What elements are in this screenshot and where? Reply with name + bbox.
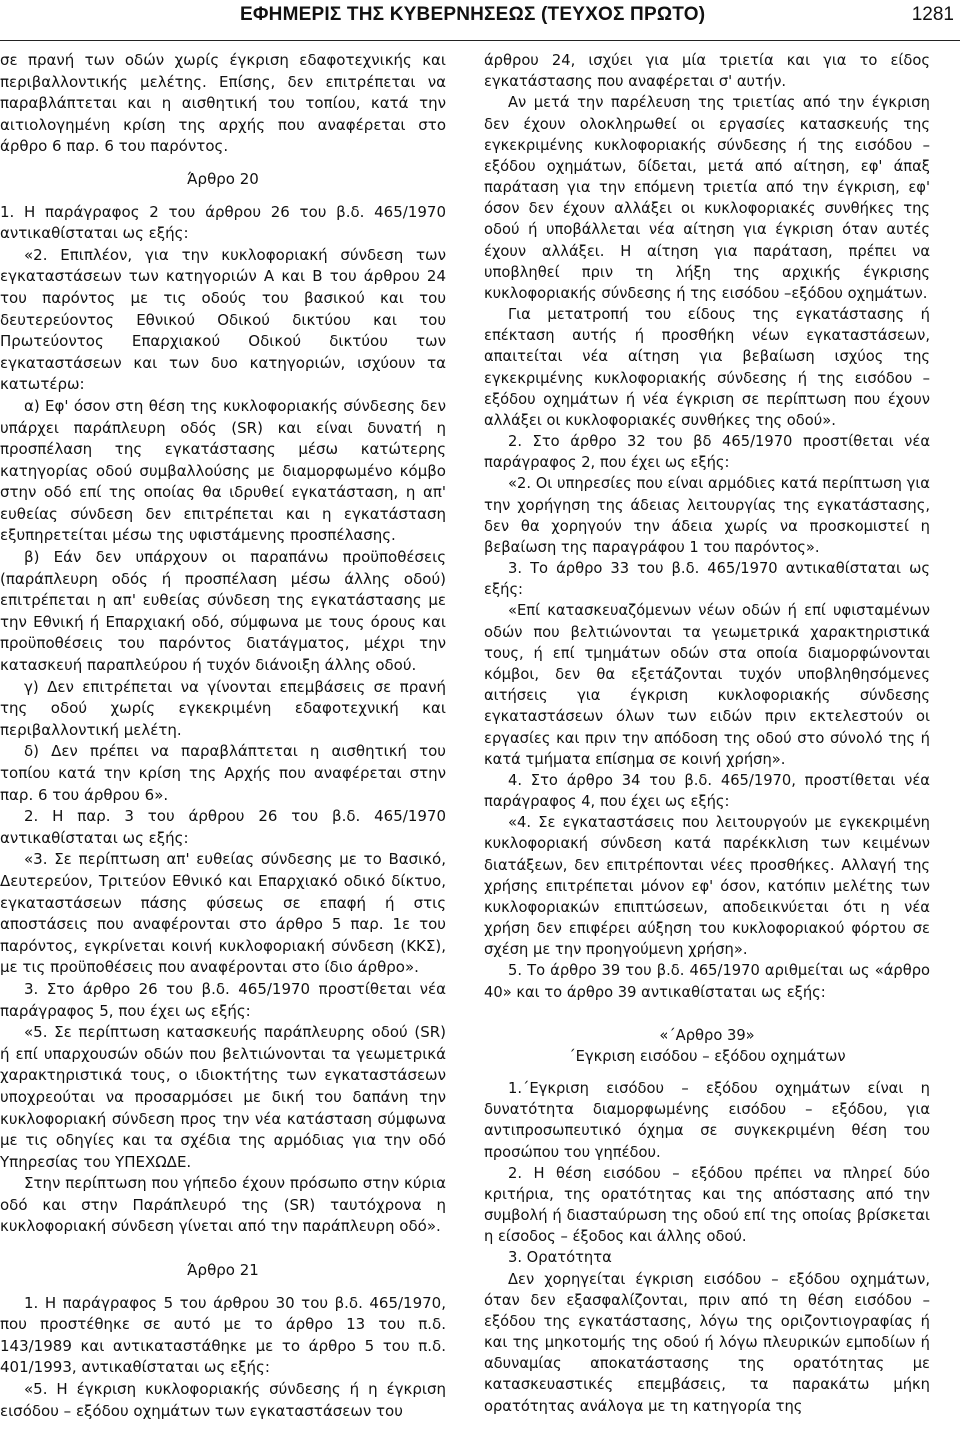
paragraph: β) Εάν δεν υπάρχουν οι παραπάνω προϋποθέσεις (παράπλευρη οδός ή προσπέλαση μέσω άλλης οδού) επιτρέπεται η απ' ευθείας σύνδεση της εγκατάστασης με την Εθνική ή Επαρχιακή οδό, σύμφωνα με τους όρους και προϋποθέσεις του παρόντος διατάγματος, μέχρι την κατασκευή παραπλεύρου ή τυχόν διάνοιξη άλλης οδού. <box>0 548 446 675</box>
paragraph: «2. Επιπλέον, για την κυκλοφοριακή σύνδεση των εγκαταστάσεων των κατηγοριών Α και Β του άρθρου 24 του παρόντος με τις οδούς του βασικού και του δευτερεύοντος Εθνικού Οδικού δικτύου και του Πρωτεύοντος Επαρχιακού Οδικού δικτύου των εγκαταστάσεων και των δυο κατηγοριών, ισχύουν τα κατωτέρω: <box>0 245 446 394</box>
article-heading-39: «΄Αρθρο 39» <box>659 1026 755 1044</box>
left-column <box>0 50 446 1422</box>
right-column <box>484 50 930 1417</box>
paragraph: «5. Η έγκριση κυκλοφοριακής σύνδεσης ή η έγκριση εισόδου – εξόδου οχημάτων των εγκαταστάσεων του <box>0 1380 446 1420</box>
paragraph: δ) Δεν πρέπει να παραβλάπτεται η αισθητική του τοπίου κατά την κρίση της Αρχής που αναφέρεται στην παρ. 6 του άρθρου 6». <box>0 742 446 804</box>
paragraph: 1. Η παράγραφος 5 του άρθρου 30 του β.δ. 465/1970, που προστέθηκε σε αυτό με το άρθρο 13 του π.δ. 143/1989 και αντικαταστάθηκε με το άρθρο 5 του π.δ. 401/1993, αντικαθίσταται ως εξής: <box>0 1293 446 1377</box>
paragraph: 5. Το άρθρο 39 του β.δ. 465/1970 αριθμείται ως «άρθρο 40» και το άρθρο 39 αντικαθίσταται ως εξής: <box>484 962 930 1001</box>
paragraph: α) Εφ' όσον στη θέση της κυκλοφοριακής σύνδεσης δεν υπάρχει παράπλευρη οδός (SR) και είναι δυνατή η προσπέλαση της εγκατάστασης μέσω κατώτερης κατηγορίας οδού συμβαλλούσης με διαμορφωμένο κόμβο στην οδό επί της οποίας θα ιδρυθεί εγκατάσταση, η απ' ευθείας σύνδεση δεν επιτρέπεται και η εγκατάσταση εξυπηρετείται μέσω της υφιστάμενης προσπέλασης. <box>0 396 446 545</box>
paragraph: άρθρου 24, ισχύει για μία τριετία και για το είδος εγκατάστασης που αναφέρεται σ' αυτήν. <box>484 52 930 91</box>
article-heading-20: Άρθρο 20 <box>187 169 259 188</box>
paragraph: Αν μετά την παρέλευση της τριετίας από την έγκριση δεν έχουν ολοκληρωθεί οι εργασίες κατασκευής της εγκεκριμένης κυκλοφοριακής σύνδεσης ή της εισόδου – εξόδου οχημάτων, δίδεται, μετά από αίτηση, εφ' άπαξ παράταση για την επόμενη τριετία από την έγκριση, εφ' όσον δεν έχουν αλλάξει οι κυκλοφοριακές συνθήκες της οδού ή υποβάλλεται νέα αίτηση για έγκριση όταν αυτές έχουν αλλάξει. Η αίτηση για παράταση, πρέπει να υποβληθεί πριν τη λήξη της αρχικής έγκρισης κυκλοφοριακής σύνδεσης ή της εισόδου –εξόδου οχημάτων. <box>484 94 930 302</box>
article-heading-21: Άρθρο 21 <box>187 1261 259 1280</box>
paragraph: 4. Στο άρθρο 34 του β.δ. 465/1970, προστίθεται νέα παράγραφος 4, που έχει ως εξής: <box>484 771 930 811</box>
paragraph: «5. Σε περίπτωση κατασκευής παράπλευρης οδού (SR) ή επί υπαρχουσών οδών που βελτιώνονται τα γεωμετρικά χαρακτηριστικά τους, ο ιδιοκτήτης των εγκαταστάσεων υποχρεούται να προσαρμόσει με δική του δαπάνη την κυκλοφοριακή σύνδεση προς την νέα κατάσταση σύμφωνα με τις οδηγίες και τα σχέδια της αρμόδιας για την οδό Υπηρεσίας του ΥΠΕΧΩΔΕ. <box>0 1023 446 1171</box>
gazette-title: ΕΦΗΜΕΡΙΣ ΤΗΣ ΚΥΒΕΡΝΗΣΕΩΣ (ΤΕΥΧΟΣ ΠΡΩΤΟ) <box>240 4 706 25</box>
paragraph: Για μετατροπή του είδους της εγκατάστασης ή επέκταση αυτής ή προσθήκη νέων εγκαταστάσεων, απαιτείται νέα αίτηση για βεβαίωση ισχύος της εγκεκριμένης κυκλοφοριακής σύνδεσης ή της εισόδου – εξόδου οχημάτων ή νέα έγκριση σε περίπτωση που έχουν αλλάξει οι κυκλοφοριακές συνθήκες της οδού». <box>484 306 930 429</box>
paragraph: γ) Δεν επιτρέπεται να γίνονται επεμβάσεις σε πρανή της οδού χωρίς εγκεκριμένη εδαφοτεχνική και περιβαλλοντική μελέτη. <box>0 677 446 739</box>
paragraph: 2. Η παρ. 3 του άρθρου 26 του β.δ. 465/1970 αντικαθίσταται ως εξής: <box>0 807 446 847</box>
paragraph: Στην περίπτωση που γήπεδο έχουν πρόσωπο στην κύρια οδό και στην Παράπλευρό της (SR) ταυτόχρονα η κυκλοφοριακή σύνδεση γίνεται από την παράπλευρη οδό». <box>0 1174 446 1236</box>
article-subtitle: ΄Εγκριση εισόδου – εξόδου οχημάτων <box>568 1047 846 1065</box>
paragraph: σε πρανή των οδών χωρίς έγκριση εδαφοτεχνικής και περιβαλλοντικής μελέτης. Επίσης, δεν επιτρέπεται να παραβλάπτεται και η αισθητική του τοπίου, κατά την αιτιολογημένη κρίση της αρχής που αναφέρεται στο άρθρο 6 παρ. 6 του παρόντος. <box>0 51 446 156</box>
paragraph: Δεν χορηγείται έγκριση εισόδου – εξόδου οχημάτων, όταν δεν εξασφαλίζονται, πριν από τη θέση εισόδου – εξόδου της εγκατάστασης, λόγω της οριζοντιογραφίας ή και της μηκοτομής της οδού ή λόγω πλευρικών εμποδίων ή αδυναμίας αποκατάστασης της ορατότητας με κατασκευαστικές επεμβάσεις, τα παρακάτω μήκη ορατότητας ανάλογα με τη κατηγορία της <box>484 1270 930 1415</box>
paragraph: «4. Σε εγκαταστάσεις που λειτουργούν με εγκεκριμένη κυκλοφοριακή σύνδεση κατά παρέκκλιση των κειμένων διατάξεων, δεν επιτρέπονται νέες προσθήκες. Αλλαγή της χρήσης επιτρέπεται μόνον εφ' όσον, κατόπιν μελέτης των κυκλοφοριακών επιπτώσεων, αποδεικνύεται ότι η νέα χρήση δεν επιφέρει αύξηση του κυκλοφοριακού φόρτου σε σχέση με την προηγούμενη χρήση». <box>484 814 930 959</box>
page-header <box>0 0 960 41</box>
paragraph: 3. Στο άρθρο 26 του β.δ. 465/1970 προστίθεται νέα παράγραφος 5, που έχει ως εξής: <box>0 979 446 1020</box>
paragraph: «3. Σε περίπτωση απ' ευθείας σύνδεσης με το Βασικό, Δευτερεύον, Τριτεύον Εθνικό και Επαρχιακό οδικό δίκτυο, εγκαταστάσεων πάσης φύσεως σε επαφή ή στις αποστάσεις που αναφέρονται στο άρθρο 5 παρ. 1ε του παρόντος, εγκρίνεται κοινή κυκλοφοριακή σύνδεση (ΚΚΣ), με τις προϋποθέσεις που αναφέρονται στο ίδιο άρθρο». <box>0 850 446 977</box>
paragraph: «2. Οι υπηρεσίες που είναι αρμόδιες κατά περίπτωση για την χορήγηση της άδειας λειτουργίας της εγκατάστασης, δεν θα χορηγούν την άδεια χωρίς να προσκομιστεί η βεβαίωση της παραγράφου 1 του παρόντος». <box>484 475 930 556</box>
paragraph: 3. Το άρθρο 33 του β.δ. 465/1970 αντικαθίσταται ως εξής: <box>484 560 930 599</box>
paragraph: «Επί κατασκευαζόμενων νέων οδών ή επί υφισταμένων οδών που βελτιώνονται τα γεωμετρικά χαρακτηριστικά τους, ή επί τμημάτων οδών στα οποία διαμορφώνονται κόμβοι, δεν θα εξετάζονται τυχόν υποβληθησόμενες αιτήσεις για έγκριση κυκλοφοριακής σύνδεσης εγκαταστάσεων όλων των ειδών πριν εκτελεστούν οι εργασίες και πριν την απόδοση της οδού στο σύνολό της ή κατά τμήματα επίσημα σε κοινή χρήση». <box>484 602 930 768</box>
paragraph: 1.΄Εγκριση εισόδου – εξόδου οχημάτων είναι η δυνατότητα διαμορφωμένης εισόδου – εξόδου, για αντιπροσωπευτικό όχημα σε συγκεκριμένη θέση του προσώπου του γηπέδου. <box>484 1080 930 1161</box>
paragraph: 2. Η θέση εισόδου – εξόδου πρέπει να πληρεί δύο κριτήρια, της ορατότητας και της απόστασης από την συμβολή ή διασταύρωση της οδού επί της οποίας βρίσκεται η είσοδος – έξοδος και άλλης οδού. <box>484 1164 930 1246</box>
paragraph: 2. Στο άρθρο 32 του βδ 465/1970 προστίθεται νέα παράγραφος 2, που έχει ως εξής: <box>484 433 930 472</box>
page-number: 1281 <box>911 4 954 25</box>
paragraph: 3. Ορατότητα <box>508 1249 612 1267</box>
paragraph: 1. Η παράγραφος 2 του άρθρου 26 του β.δ. 465/1970 αντικαθίσταται ως εξής: <box>0 202 446 243</box>
